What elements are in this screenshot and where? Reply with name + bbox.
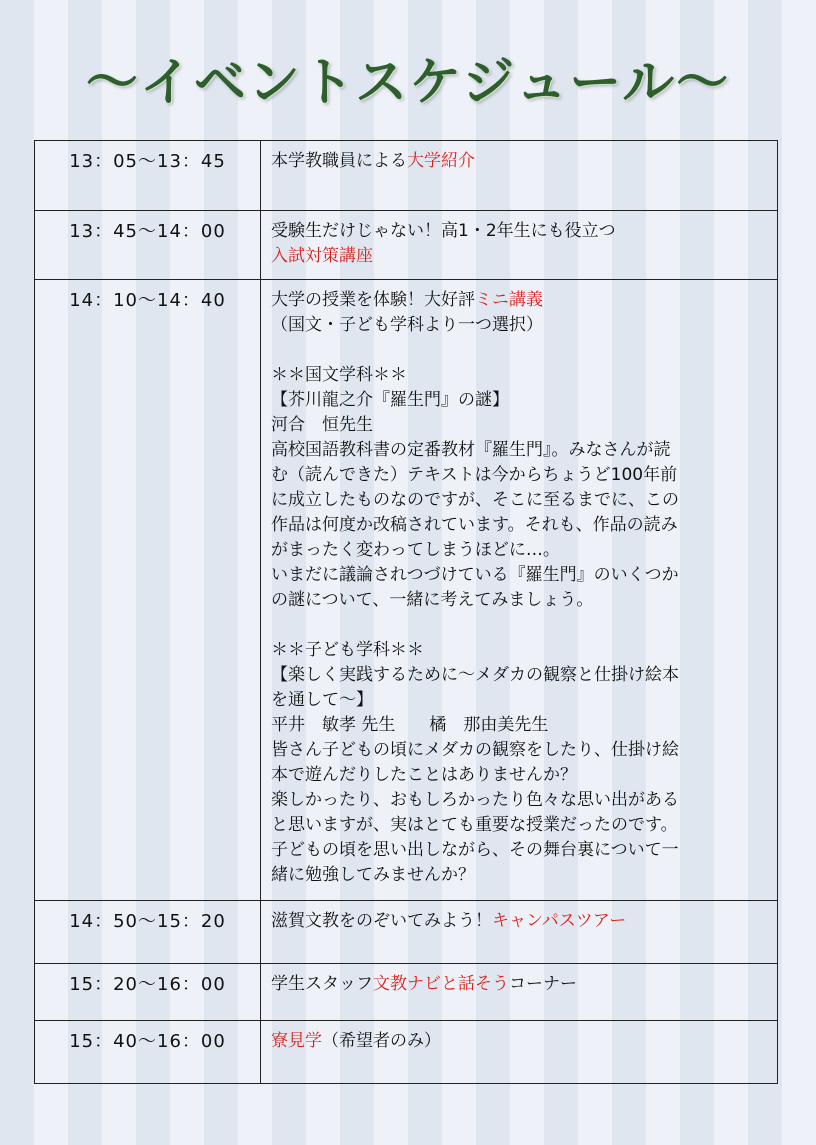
lecture-note: （国文・子ども学科より一つ選択） [271,315,543,335]
kodomo-desc-line: 本で遊んだりしたことはありませんか？ [271,765,577,785]
event-cell [261,280,778,901]
time-cell: 14：50～15：20 [35,901,261,964]
event-highlight: ミニ講義 [475,290,543,310]
time-cell: 13：45～14：00 [35,211,261,280]
event-highlight: 入試対策講座 [271,246,373,266]
kokubun-desc-line: 高校国語教科書の定番教材『羅生門』。みなさんが読 [271,440,671,460]
table-row [35,1021,778,1084]
kokubun-desc-line: の謎について、一緒に考えてみましょう。 [271,590,594,610]
table-row [35,964,778,1021]
time-cell: 14：10～14：40 [35,280,261,901]
time-cell: 15：20～16：00 [35,964,261,1021]
time-cell: 15：40～16：00 [35,1021,261,1084]
event-highlight: 大学紹介 [407,151,475,171]
kokubun-desc-line: に成立したものなのですが、そこに至るまでに、この [271,490,679,510]
kodomo-teacher: 平井 敏孝 先生 橘 那由美先生 [271,715,549,735]
table-row [35,141,778,211]
kokubun-desc-line: がまったく変わってしまうほどに…。 [271,540,560,560]
kodomo-desc-line: 緒に勉強してみませんか？ [271,865,475,885]
event-text: 受験生だけじゃない！高1・2年生にも役立つ [271,221,616,241]
table-row [35,901,778,964]
page-title: ～イベントスケジュール～ [85,53,731,113]
kodomo-desc-line: 皆さん子どもの頃にメダカの観察をしたり、仕掛け絵 [271,740,679,760]
kokubun-teacher: 河合 恒先生 [271,415,373,435]
event-text: コーナー [509,974,577,994]
event-text: 滋賀文教をのぞいてみよう！ [271,911,492,931]
schedule-table [34,140,778,1084]
event-text: 学生スタッフ [271,974,373,994]
kodomo-lecture-title: 【楽しく実践するために～メダカの観察と仕掛け絵本 [271,665,679,685]
event-cell [261,901,778,964]
kodomo-heading: ＊＊子ども学科＊＊ [271,640,424,660]
event-highlight: 文教ナビと話そう [373,974,509,994]
kokubun-desc-line: む（読んできた）テキストは今からちょうど100年前 [271,465,678,485]
event-cell [261,964,778,1021]
table-row [35,211,778,280]
kokubun-heading: ＊＊国文学科＊＊ [271,365,407,385]
event-text: 本学教職員による [271,151,407,171]
event-highlight: 寮見学 [271,1031,322,1051]
event-cell [261,1021,778,1084]
kodomo-desc-line: 楽しかったり、おもしろかったり色々な思い出がある [271,790,679,810]
event-text: （希望者のみ） [322,1031,441,1051]
kodomo-lecture-title: を通して～】 [271,690,373,710]
kodomo-desc-line: と思いますが、実はとても重要な授業だったのです。 [271,815,678,835]
lecture-intro: 大学の授業を体験！大好評ミニ講義 [271,290,543,310]
time-cell: 13：05～13：45 [35,141,261,211]
kokubun-desc-line: いまだに議論されつづけている『羅生門』のいくつか [271,565,679,585]
table-row [35,280,778,901]
kodomo-desc-line: 子どもの頃を思い出しながら、その舞台裏について一 [271,840,679,860]
event-cell [261,211,778,280]
event-highlight: キャンパスツアー [492,911,627,931]
kokubun-lecture-title: 【芥川龍之介『羅生門』の謎】 [271,390,509,410]
kokubun-desc-line: 作品は何度か改稿されています。それも、作品の読み [271,515,678,535]
event-cell [261,141,778,211]
